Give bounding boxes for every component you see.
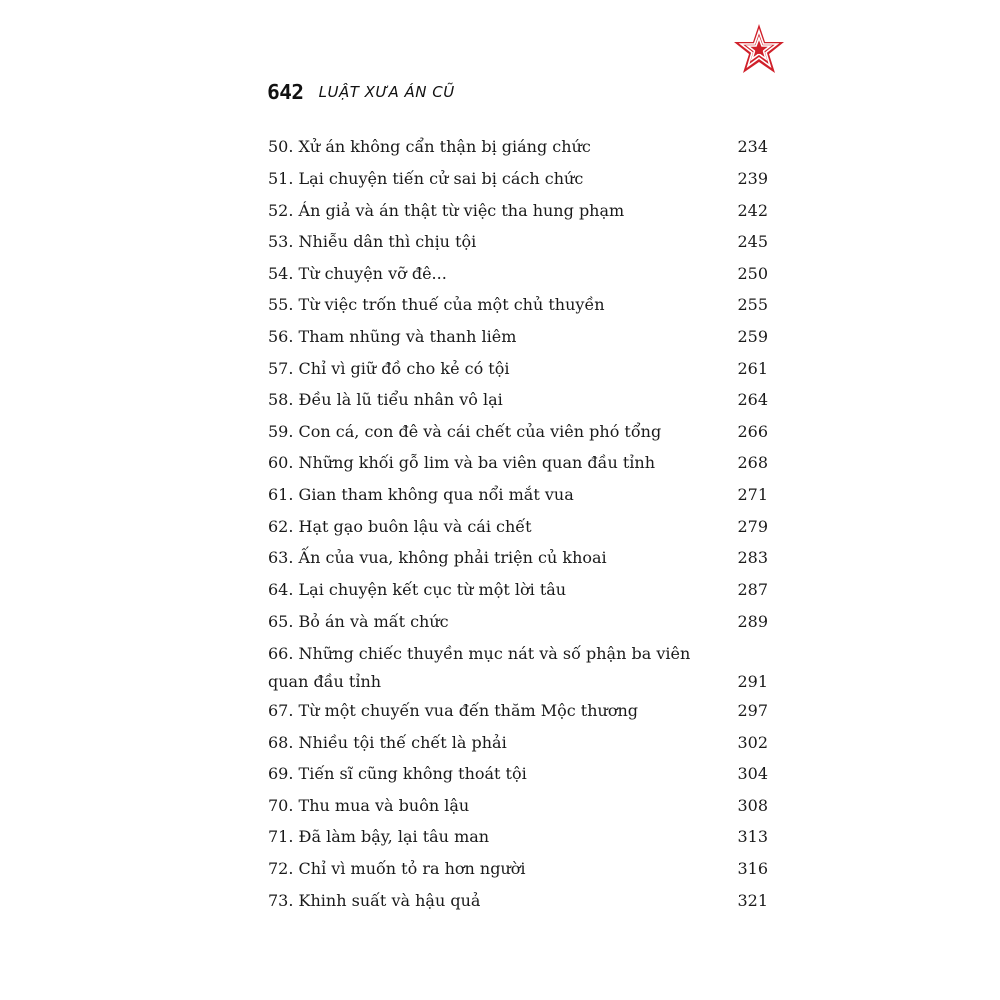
toc-entry-title: 69. Tiến sĩ cũng không thoát tội: [268, 764, 527, 783]
toc-entry: [268, 544, 768, 572]
toc-entry: [268, 481, 768, 509]
toc-entry-title: 53. Nhiễu dân thì chịu tội: [268, 232, 477, 251]
toc-entry-page: 287: [737, 580, 768, 599]
toc-entry: [268, 449, 768, 477]
toc-entry-title: 56. Tham nhũng và thanh liêm: [268, 327, 517, 346]
toc-entry: [268, 823, 768, 851]
toc-entry: [268, 418, 768, 446]
toc-entry-title: 59. Con cá, con đê và cái chết của viên phó tổng: [268, 422, 662, 441]
toc-entry-page: 271: [737, 485, 768, 504]
toc-entry: [268, 513, 768, 541]
toc-entry-page: 264: [737, 390, 768, 409]
toc-entry-title: 52. Án giả và án thật từ việc tha hung phạm: [268, 201, 625, 220]
toc-entry: [268, 887, 768, 915]
toc-entry: [268, 576, 768, 604]
toc-entry-title: 60. Những khối gỗ lim và ba viên quan đầu tỉnh: [268, 453, 655, 472]
toc-entry-title: 64. Lại chuyện kết cục từ một lời tâu: [268, 580, 567, 599]
toc-entry-title: 70. Thu mua và buôn lậu: [268, 796, 470, 815]
toc-entry-page: 268: [737, 453, 768, 472]
toc-entry-title: 57. Chỉ vì giữ đồ cho kẻ có tội: [268, 359, 510, 378]
toc-entry-title: 72. Chỉ vì muốn tỏ ra hơn người: [268, 859, 526, 878]
toc-entry-page: 259: [737, 327, 768, 346]
toc-entry-title: 68. Nhiều tội thế chết là phải: [268, 733, 507, 752]
toc-entry: [268, 165, 768, 193]
running-title: LUẬT XƯA ÁN CŨ: [318, 83, 455, 101]
toc-entry-title: 51. Lại chuyện tiến cử sai bị cách chức: [268, 169, 584, 188]
toc-entry: [268, 608, 768, 636]
toc-entry-page: 266: [737, 422, 768, 441]
toc-entry-title: 62. Hạt gạo buôn lậu và cái chết: [268, 517, 532, 536]
toc-entry-page: 297: [737, 701, 768, 720]
toc-entry: [268, 386, 768, 414]
toc-entry: [268, 697, 768, 725]
toc-entry-page: 250: [737, 264, 768, 283]
toc-entry-page: 242: [737, 201, 768, 220]
toc-entry-page: 239: [737, 169, 768, 188]
toc-entry-page: 255: [737, 295, 768, 314]
toc-entry: [268, 133, 768, 161]
toc-entry-page: 279: [737, 517, 768, 536]
toc-entry: [268, 855, 768, 883]
toc-entry: [268, 260, 768, 288]
toc-entry-title: 67. Từ một chuyến vua đến thăm Mộc thương: [268, 701, 639, 720]
toc-entry-page: 313: [737, 827, 768, 846]
toc-entry: [268, 197, 768, 225]
toc-entry: [268, 729, 768, 757]
toc-entry: [268, 228, 768, 256]
toc-entry: [268, 640, 768, 696]
toc-entry-page: 291: [737, 672, 768, 691]
toc-entry-page: 261: [737, 359, 768, 378]
toc-entry-title: 58. Đều là lũ tiểu nhân vô lại: [268, 390, 503, 409]
toc-entry: [268, 760, 768, 788]
toc-entry-title: 61. Gian tham không qua nổi mắt vua: [268, 485, 574, 504]
publisher-logo: [730, 22, 788, 80]
toc-entry-title: 63. Ấn của vua, không phải triện củ khoai: [268, 548, 607, 567]
toc-entry: [268, 323, 768, 351]
toc-entry-page: 234: [737, 137, 768, 156]
toc-entry: [268, 355, 768, 383]
toc-entry: [268, 291, 768, 319]
red-star-emblem-icon: [730, 22, 788, 80]
toc-entry-page: 304: [737, 764, 768, 783]
toc-entry-title: 65. Bỏ án và mất chức: [268, 612, 449, 631]
toc-entry-page: 308: [737, 796, 768, 815]
toc-entry-title: 71. Đã làm bậy, lại tâu man: [268, 827, 490, 846]
page-header: [268, 80, 455, 104]
toc-entry-title: 54. Từ chuyện vỡ đê...: [268, 264, 447, 283]
page-number: 642: [267, 80, 304, 104]
toc-entry-page: 316: [737, 859, 768, 878]
toc-entry-title: 73. Khinh suất và hậu quả: [268, 891, 481, 910]
toc-entry: [268, 792, 768, 820]
toc-entry-title: 66. Những chiếc thuyền mục nát và số phận ba viên quan đầu tỉnh: [268, 644, 691, 691]
toc-entry-page: 321: [737, 891, 768, 910]
toc-entry-page: 302: [737, 733, 768, 752]
toc-entry-page: 245: [737, 232, 768, 251]
toc-entry-page: 289: [737, 612, 768, 631]
toc-entry-title: 50. Xử án không cẩn thận bị giáng chức: [268, 137, 591, 156]
toc-entry-page: 283: [737, 548, 768, 567]
toc-entry-title: 55. Từ việc trốn thuế của một chủ thuyền: [268, 295, 605, 314]
